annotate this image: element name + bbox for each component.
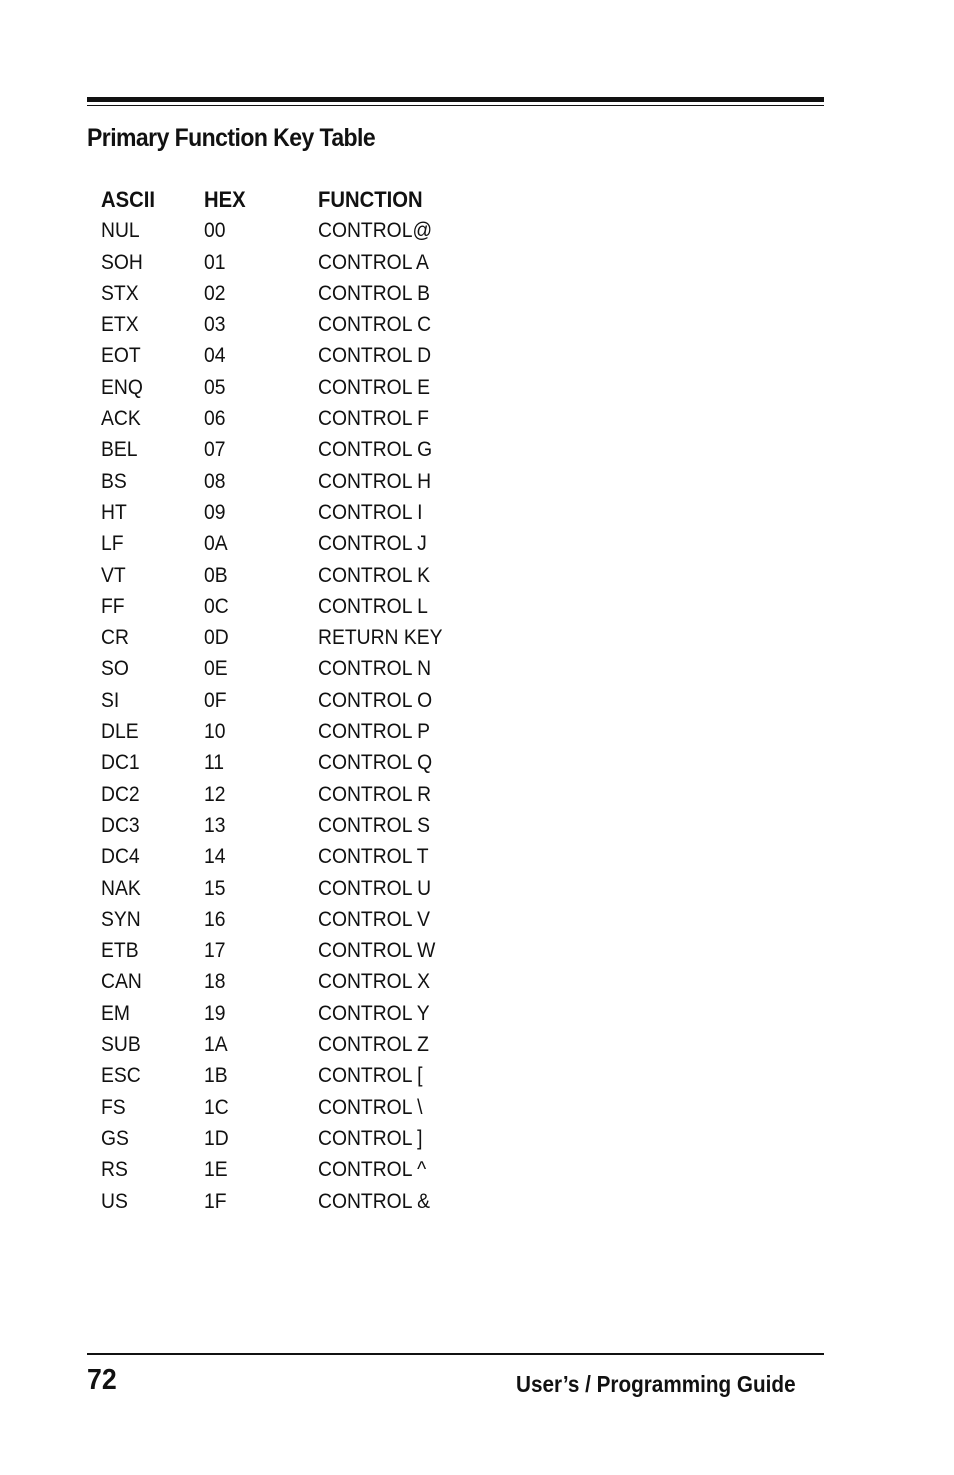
cell-function: CONTROL T — [318, 845, 429, 869]
table-body — [101, 215, 561, 1217]
cell-hex: 05 — [204, 375, 226, 399]
cell-ascii: ESC — [101, 1064, 141, 1088]
table-row — [101, 810, 561, 841]
cell-ascii: NAK — [101, 876, 141, 900]
table-row — [101, 685, 561, 716]
cell-function: CONTROL S — [318, 813, 430, 837]
table-row — [101, 747, 561, 778]
cell-ascii: DC1 — [101, 751, 140, 775]
cell-ascii: STX — [101, 281, 139, 305]
cell-ascii: BS — [101, 469, 127, 493]
cell-function: CONTROL I — [318, 500, 423, 524]
cell-ascii: SOH — [101, 250, 143, 274]
table-row — [101, 904, 561, 935]
cell-hex: 10 — [204, 720, 226, 744]
cell-hex: 0F — [204, 688, 227, 712]
cell-ascii: CR — [101, 626, 129, 650]
cell-function: CONTROL J — [318, 532, 427, 556]
column-header-ascii: ASCII — [101, 187, 155, 212]
table-row — [101, 622, 561, 653]
table-row — [101, 591, 561, 622]
table-row — [101, 560, 561, 591]
cell-hex: 06 — [204, 407, 226, 431]
cell-function: CONTROL Q — [318, 751, 433, 775]
cell-hex: 1D — [204, 1126, 229, 1150]
column-header-hex: HEX — [204, 187, 246, 212]
cell-hex: 02 — [204, 281, 226, 305]
cell-function: CONTROL L — [318, 594, 428, 618]
cell-function: CONTROL U — [318, 876, 432, 900]
cell-function: CONTROL H — [318, 469, 432, 493]
cell-function: CONTROL ] — [318, 1126, 423, 1150]
cell-hex: 08 — [204, 469, 226, 493]
table-row — [101, 215, 561, 246]
column-header-function: FUNCTION — [318, 187, 423, 212]
cell-function: CONTROL \ — [318, 1095, 423, 1119]
footer-rule — [87, 1353, 824, 1355]
cell-function: CONTROL C — [318, 313, 432, 337]
cell-function: CONTROL E — [318, 375, 430, 399]
table-row — [101, 1029, 561, 1060]
cell-function: CONTROL W — [318, 939, 436, 963]
cell-hex: 09 — [204, 500, 226, 524]
table-row — [101, 434, 561, 465]
table-row — [101, 935, 561, 966]
cell-ascii: SUB — [101, 1033, 141, 1057]
cell-function: CONTROL ^ — [318, 1158, 427, 1182]
cell-hex: 19 — [204, 1001, 226, 1025]
table-row — [101, 466, 561, 497]
table-row — [101, 779, 561, 810]
cell-ascii: ETX — [101, 313, 139, 337]
cell-ascii: VT — [101, 563, 126, 587]
cell-function: CONTROL R — [318, 782, 432, 806]
cell-hex: 1C — [204, 1095, 229, 1119]
cell-hex: 0D — [204, 626, 229, 650]
cell-function: CONTROL Y — [318, 1001, 430, 1025]
cell-function: RETURN KEY — [318, 626, 443, 650]
table-row — [101, 966, 561, 997]
cell-hex: 1F — [204, 1189, 227, 1213]
cell-ascii: EM — [101, 1001, 130, 1025]
cell-function: CONTROL V — [318, 907, 430, 931]
cell-ascii: DC2 — [101, 782, 140, 806]
cell-hex: 1B — [204, 1064, 228, 1088]
cell-hex: 11 — [204, 751, 225, 775]
table-row — [101, 653, 561, 684]
cell-ascii: GS — [101, 1126, 129, 1150]
table-row — [101, 403, 561, 434]
table-row — [101, 998, 561, 1029]
cell-hex: 14 — [204, 845, 226, 869]
cell-hex: 12 — [204, 782, 226, 806]
cell-ascii: FS — [101, 1095, 126, 1119]
table-row — [101, 1123, 561, 1154]
cell-ascii: US — [101, 1189, 128, 1213]
cell-hex: 0E — [204, 657, 228, 681]
cell-hex: 0B — [204, 563, 228, 587]
cell-hex: 18 — [204, 970, 226, 994]
cell-function: CONTROL [ — [318, 1064, 423, 1088]
cell-ascii: ACK — [101, 407, 141, 431]
header-rule-thin — [87, 105, 824, 106]
cell-function: CONTROL & — [318, 1189, 430, 1213]
cell-ascii: ENQ — [101, 375, 143, 399]
cell-ascii: SO — [101, 657, 129, 681]
cell-ascii: RS — [101, 1158, 128, 1182]
cell-function: CONTROL G — [318, 438, 433, 462]
cell-ascii: HT — [101, 500, 127, 524]
cell-ascii: DC4 — [101, 845, 140, 869]
cell-function: CONTROL X — [318, 970, 430, 994]
cell-ascii: DC3 — [101, 813, 140, 837]
cell-hex: 1E — [204, 1158, 228, 1182]
cell-hex: 03 — [204, 313, 226, 337]
function-key-table — [101, 184, 561, 1217]
page-number: 72 — [87, 1364, 117, 1396]
cell-hex: 0C — [204, 594, 229, 618]
footer-guide-title: User’s / Programming Guide — [516, 1371, 796, 1397]
page-title: Primary Function Key Table — [87, 124, 376, 152]
cell-hex: 01 — [204, 250, 226, 274]
cell-hex: 07 — [204, 438, 226, 462]
table-header-row — [101, 184, 561, 215]
cell-ascii: LF — [101, 532, 124, 556]
cell-function: CONTROL@ — [318, 219, 433, 243]
table-row — [101, 278, 561, 309]
cell-function: CONTROL Z — [318, 1033, 429, 1057]
cell-function: CONTROL P — [318, 720, 430, 744]
table-row — [101, 1060, 561, 1091]
cell-function: CONTROL K — [318, 563, 430, 587]
cell-hex: 1A — [204, 1033, 228, 1057]
table-row — [101, 247, 561, 278]
cell-function: CONTROL B — [318, 281, 430, 305]
table-row — [101, 340, 561, 371]
table-row — [101, 309, 561, 340]
cell-function: CONTROL D — [318, 344, 432, 368]
cell-ascii: EOT — [101, 344, 141, 368]
cell-hex: 15 — [204, 876, 226, 900]
header-rule-thick — [87, 97, 824, 102]
table-row — [101, 716, 561, 747]
table-row — [101, 873, 561, 904]
cell-ascii: FF — [101, 594, 125, 618]
cell-ascii: NUL — [101, 219, 140, 243]
cell-hex: 16 — [204, 907, 226, 931]
cell-function: CONTROL A — [318, 250, 429, 274]
cell-function: CONTROL F — [318, 407, 429, 431]
table-row — [101, 1154, 561, 1185]
cell-function: CONTROL N — [318, 657, 432, 681]
table-row — [101, 497, 561, 528]
cell-ascii: DLE — [101, 720, 139, 744]
table-row — [101, 528, 561, 559]
cell-ascii: SYN — [101, 907, 141, 931]
table-row — [101, 1092, 561, 1123]
cell-ascii: BEL — [101, 438, 138, 462]
cell-hex: 17 — [204, 939, 226, 963]
table-row — [101, 841, 561, 872]
cell-hex: 04 — [204, 344, 226, 368]
cell-hex: 13 — [204, 813, 226, 837]
cell-hex: 00 — [204, 219, 226, 243]
cell-function: CONTROL O — [318, 688, 433, 712]
cell-ascii: CAN — [101, 970, 142, 994]
table-row — [101, 1186, 561, 1217]
cell-ascii: ETB — [101, 939, 139, 963]
cell-hex: 0A — [204, 532, 228, 556]
cell-ascii: SI — [101, 688, 120, 712]
table-row — [101, 372, 561, 403]
